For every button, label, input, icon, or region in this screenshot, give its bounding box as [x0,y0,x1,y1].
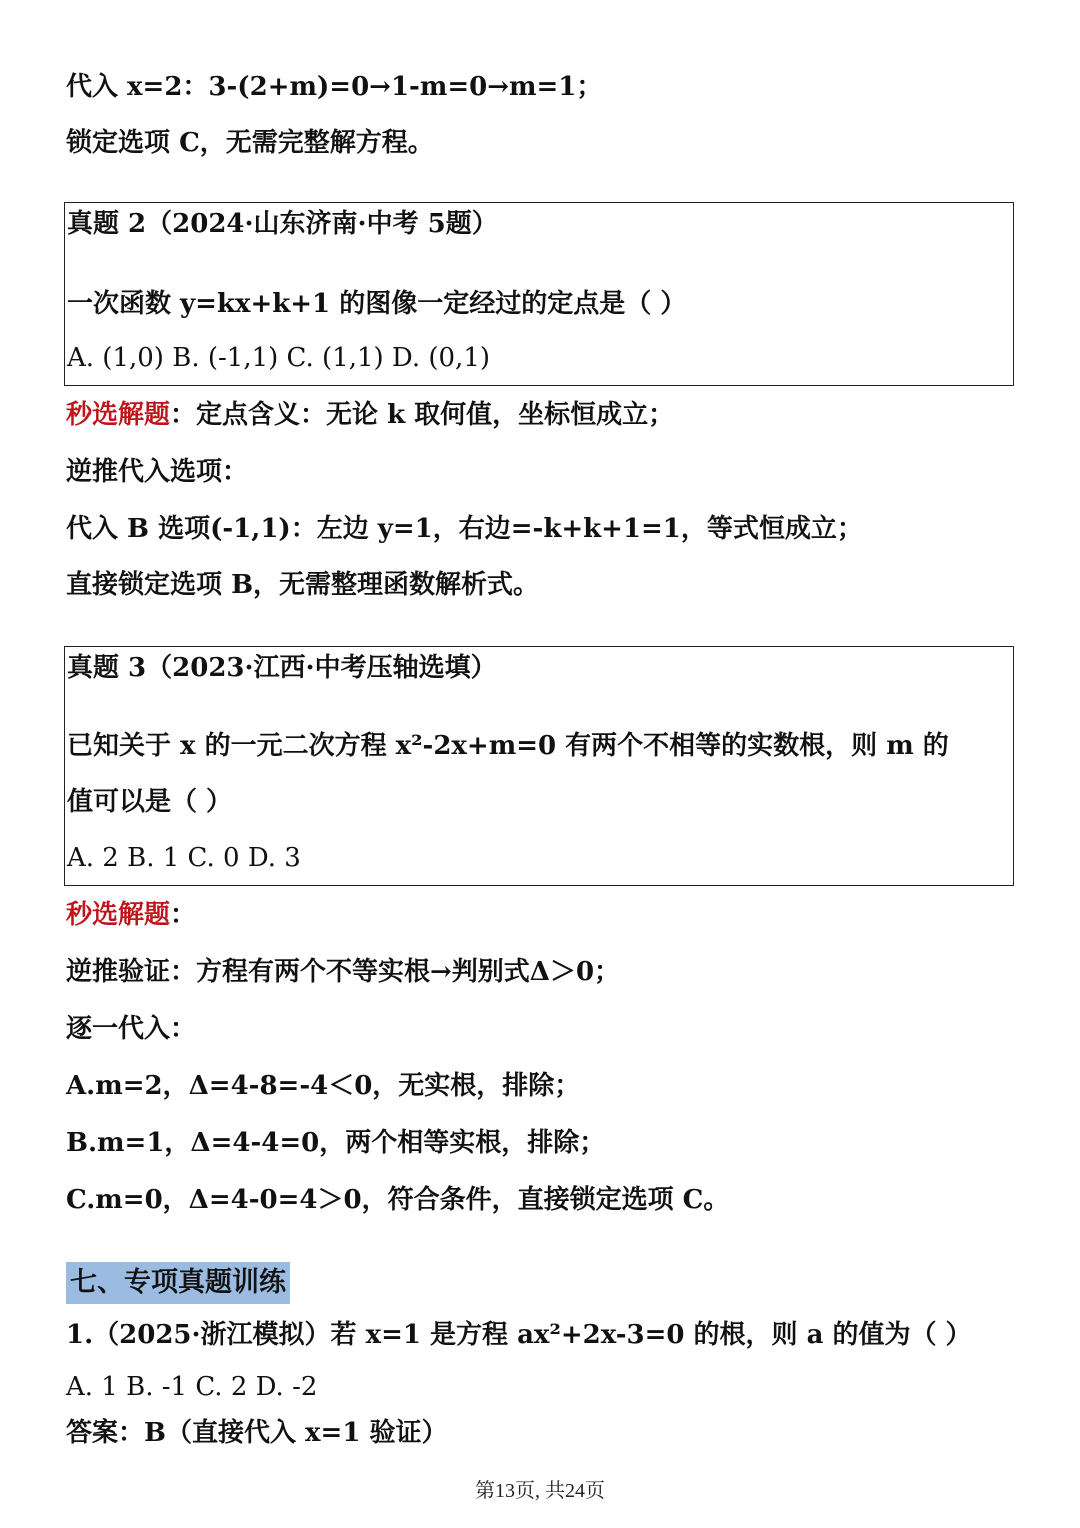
q3-solution-label: 秒选解题 [66,900,171,930]
q3-solution-line-3: A.m=2，Δ=4-8=-4＜0，无实根，排除； [66,1071,581,1101]
q3-solution-label-line [66,898,196,932]
intro-line-1 [66,70,602,104]
q2-solution-line-1 [66,398,674,432]
practice-1-options: A. 1 B. -1 C. 2 D. -2 [66,1372,318,1402]
q2-solution-line-3: 代入 B 选项(-1,1)：左边 y=1，右边=-k+k+1=1，等式恒成立； [66,514,863,544]
q3-solution-line-4: B.m=1，Δ=4-4=0，两个相等实根，排除； [66,1128,606,1158]
intro-line-2-text: 锁定选项 [66,128,180,158]
q3-solution-colon: ： [170,900,197,930]
question-3-text-line-2: 值可以是（ ） [67,787,233,817]
question-3-options: A. 2 B. 1 C. 0 D. 3 [67,843,301,873]
intro-line-2-tail: ，无需完整解方程。 [199,128,434,158]
q2-solution-label: 秒选解题 [66,400,171,430]
question-2-options: A. (1,0) B. (-1,1) C. (1,1) D. (0,1) [67,343,491,373]
section-heading: 七、专项真题训练 [66,1262,290,1304]
page-footer: 第13页, 共24页 [475,1480,605,1502]
q3-solution-line-5 [66,1183,729,1217]
intro-line-1-text: 代入 x=2：3-(2+m)=0→1-m=0→m=1； [66,72,603,102]
q3-solution-line-5-text: C.m=0，Δ=4-0=4＞0，符合条件，直接锁定选项 [66,1185,683,1215]
intro-line-2 [66,126,434,160]
question-2-title: 真题 2（2024·山东济南·中考 5题） [67,209,498,239]
q3-solution-line-1: 逆推验证：方程有两个不等实根→判别式Δ＞0； [66,957,621,987]
q2-solution-line-2: 逆推代入选项： [66,457,249,487]
q2-solution-line-4-text: 直接锁定选项 [66,570,232,600]
question-3-text-line-1: 已知关于 x 的一元二次方程 x²-2x+m=0 有两个不相等的实数根，则 m 的 [67,731,949,761]
q2-solution-text-1: ：定点含义：无论 k 取何值，坐标恒成立； [170,400,675,430]
q2-solution-line-4 [66,568,539,602]
intro-line-2-option: C [179,128,200,158]
q3-solution-line-5-tail: 。 [703,1185,730,1215]
q2-solution-line-4-option: B [231,570,254,600]
q3-solution-line-5-option: C [682,1185,704,1215]
q2-solution-line-4-tail: ，无需整理函数解析式。 [253,570,540,600]
question-3-title: 真题 3（2023·江西·中考压轴选填） [67,653,497,683]
q3-solution-line-2: 逐一代入： [66,1014,197,1044]
practice-1-question: 1.（2025·浙江模拟）若 x=1 是方程 ax²+2x-3=0 的根，则 a 的值为（ ） [66,1320,972,1350]
question-3-box [64,646,1014,886]
practice-1-answer: 答案：B（直接代入 x=1 验证） [66,1418,448,1448]
question-2-text: 一次函数 y=kx+k+1 的图像一定经过的定点是（ ） [67,289,687,319]
question-2-box [64,202,1014,386]
